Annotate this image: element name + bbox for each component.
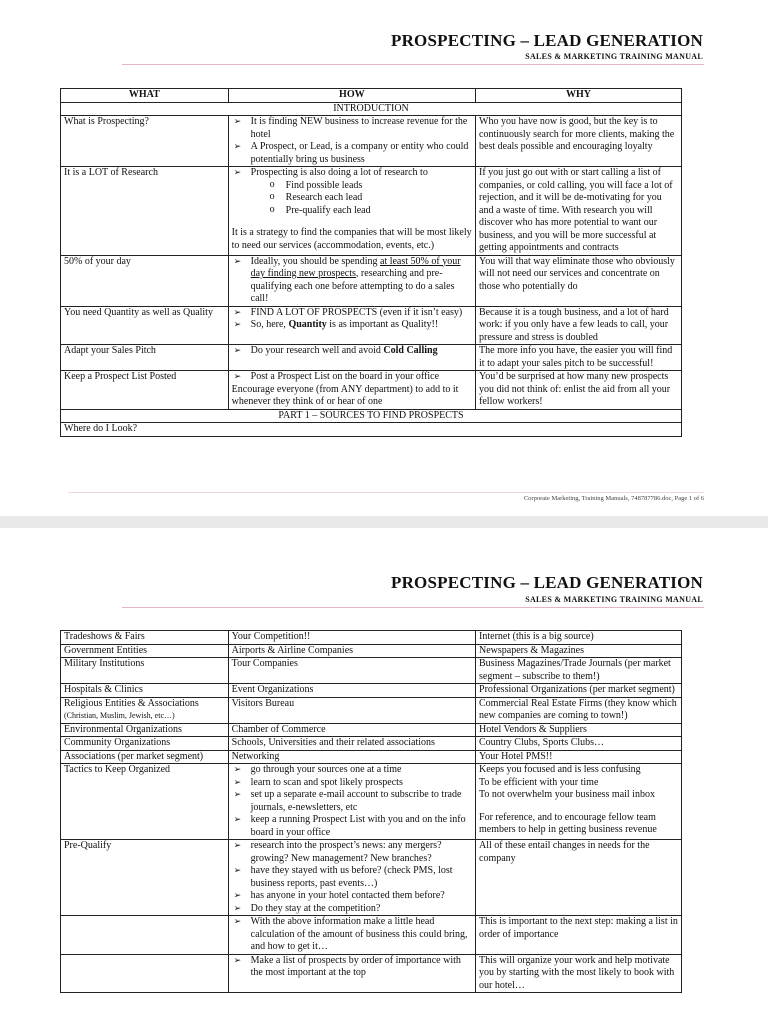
why-cell: This is important to the next step: making a list in order of importance	[476, 916, 682, 955]
how-cell	[228, 255, 475, 306]
table-row	[61, 167, 682, 256]
source-cell: Associations (per market segment)	[61, 750, 229, 764]
table-row	[61, 255, 682, 306]
how-bullet	[232, 256, 472, 306]
what-cell	[61, 916, 229, 955]
how-bullet: ➢ Post a Prospect List on the board in your office	[232, 371, 472, 384]
source-cell: Event Organizations	[228, 684, 475, 698]
why-cell: If you just go out with or start calling a list of companies, or cold calling, you will face a lot of rejection, and it will be de-motivating for you and a waste of time. With research you will discover who has more potential to want our business, and you will be more successful at getting appointments and contracts	[476, 167, 682, 256]
introduction-table	[60, 88, 682, 437]
table-row	[61, 764, 682, 840]
section-row-introduction	[61, 102, 682, 116]
table-row	[61, 306, 682, 345]
source-cell: Environmental Organizations	[61, 723, 229, 737]
source-cell: Country Clubs, Sports Clubs…	[476, 737, 682, 751]
how-bullet: ➢ It is finding NEW business to increase revenue for the hotel	[232, 116, 472, 141]
how-text: Ideally, you should be spending	[250, 255, 380, 267]
how-bullet	[232, 345, 472, 358]
table-row	[61, 723, 682, 737]
header-title: PROSPECTING – LEAD GENERATION	[391, 31, 703, 50]
column-header-row	[61, 89, 682, 103]
source-cell: Tour Companies	[228, 658, 475, 684]
column-header-what: WHAT	[61, 89, 229, 103]
header-rule	[122, 607, 704, 608]
source-note: (Christian, Muslim, Jewish, etc…)	[64, 711, 175, 720]
how-cell	[228, 167, 475, 256]
why-line: For reference, and to encourage fellow team members to help in getting business revenue	[479, 811, 657, 835]
how-text: So, here,	[250, 319, 289, 330]
how-bullet: ➢ A Prospect, or Lead, is a company or entity who could potentially bring us business	[232, 141, 472, 166]
how-bullet: ➢ set up a separate e-mail account to subscribe to trade journals, e-newsletters, etc	[232, 789, 472, 814]
how-cell	[228, 954, 475, 993]
source-cell: Internet (this is a big source)	[476, 631, 682, 645]
column-header-how: HOW	[228, 89, 475, 103]
how-bullet: ➢ Do they stay at the competition?	[232, 903, 472, 916]
how-bold-text: Cold Calling	[383, 345, 438, 356]
how-cell	[228, 916, 475, 955]
source-cell: Professional Organizations (per market segment)	[476, 684, 682, 698]
how-sub-bullet: o Research each lead	[270, 192, 472, 205]
table-row	[61, 840, 682, 916]
section-label-part1: PART 1 – SOURCES TO FIND PROSPECTS	[61, 409, 682, 423]
source-cell: Tradeshows & Fairs	[61, 631, 229, 645]
table-row	[61, 916, 682, 955]
how-cell	[228, 371, 475, 410]
table-row	[61, 644, 682, 658]
where-row	[61, 423, 682, 437]
header-subtitle: SALES & MARKETING TRAINING MANUAL	[525, 52, 703, 61]
table-row	[61, 954, 682, 993]
source-cell	[61, 697, 229, 723]
how-bullet: ➢ With the above information make a little head calculation of the amount of business this could bring, and how to get it…	[232, 916, 472, 954]
document-page-2	[0, 528, 768, 1024]
source-cell: Networking	[228, 750, 475, 764]
source-cell: Community Organizations	[61, 737, 229, 751]
source-text: Religious Entities & Associations	[64, 697, 199, 709]
table-row	[61, 631, 682, 645]
how-bullet: ➢ have they stayed with us before? (check PMS, lost business reports, past events…)	[232, 865, 472, 890]
table-row	[61, 371, 682, 410]
why-cell: Who you have now is good, but the key is to continuously search for more clients, making the best deals possible and encouraging loyalty	[476, 116, 682, 167]
what-cell	[61, 954, 229, 993]
how-cell	[228, 764, 475, 840]
table-row	[61, 116, 682, 167]
what-cell: It is a LOT of Research	[61, 167, 229, 256]
how-paragraph: It is a strategy to find the companies that will be most likely to need our services (accommodation, events, etc.)	[231, 227, 472, 251]
how-bullet	[232, 319, 472, 332]
footer-rule	[68, 492, 704, 493]
why-line: To be efficient with your time	[479, 776, 599, 788]
section-row-part1	[61, 409, 682, 423]
how-bullet: ➢ has anyone in your hotel contacted them before?	[232, 890, 472, 903]
why-line: To not overwhelm your business mail inbox	[479, 789, 655, 800]
why-cell: You’d be surprised at how many new prospects you did not think of: enlist the aid from all your fellow workers!	[476, 371, 682, 410]
what-cell: Keep a Prospect List Posted	[61, 371, 229, 410]
how-bullet: ➢ Prospecting is also doing a lot of research to	[232, 167, 472, 180]
how-bullet: ➢ learn to scan and spot likely prospects	[232, 777, 472, 790]
page-footer: Corporate Marketing, Training Manuals, 748787786.doc, Page 1 of 6	[523, 495, 704, 502]
table-row	[61, 750, 682, 764]
source-cell: Newspapers & Magazines	[476, 644, 682, 658]
header-title: PROSPECTING – LEAD GENERATION	[391, 573, 703, 592]
section-label-introduction: INTRODUCTION	[61, 102, 682, 116]
header-rule	[122, 64, 704, 65]
how-bullet: ➢ research into the prospect’s news: any mergers? growing? New management? New branches?	[232, 840, 472, 865]
how-text: is as important as Quality!!	[326, 319, 439, 330]
why-cell: The more info you have, the easier you will find it to adapt your sales pitch to be successful!	[476, 345, 682, 371]
what-cell: Adapt your Sales Pitch	[61, 345, 229, 371]
sources-table	[60, 630, 682, 993]
how-cell	[228, 840, 475, 916]
how-cell	[228, 345, 475, 371]
table-row	[61, 345, 682, 371]
source-cell: Government Entities	[61, 644, 229, 658]
source-cell: Hospitals & Clinics	[61, 684, 229, 698]
how-sub-bullet: o Find possible leads	[270, 180, 472, 193]
source-cell: Schools, Universities and their related associations	[228, 737, 475, 751]
how-cell	[228, 116, 475, 167]
what-cell: What is Prospecting?	[61, 116, 229, 167]
source-cell: Airports & Airline Companies	[228, 644, 475, 658]
how-bold-text: Quantity	[288, 319, 327, 330]
source-cell: Your Competition!!	[228, 631, 475, 645]
how-underlined-text: at least 50% of your day finding new prospects	[250, 255, 461, 279]
table-row	[61, 684, 682, 698]
how-text: , researching and pre-qualifying each one before attempting to do a sales call!	[250, 268, 455, 304]
how-bullet: ➢ keep a running Prospect List with you and on the info board in your office	[232, 814, 472, 839]
source-cell: Chamber of Commerce	[228, 723, 475, 737]
table-row	[61, 658, 682, 684]
why-cell: You will that way eliminate those who obviously will not need our services and concentrate on those who potentially do	[476, 255, 682, 306]
source-cell: Military Institutions	[61, 658, 229, 684]
where-label: Where do I Look?	[61, 423, 682, 437]
how-sub-bullet: o Pre-qualify each lead	[270, 205, 472, 218]
how-paragraph: Encourage everyone (from ANY department) to add to it whenever they think of or hear of one	[231, 383, 459, 407]
how-bullet: ➢ go through your sources one at a time	[232, 764, 472, 777]
what-cell: 50% of your day	[61, 255, 229, 306]
column-header-why: WHY	[476, 89, 682, 103]
how-cell	[228, 306, 475, 345]
how-bullet: ➢ Make a list of prospects by order of importance with the most important at the top	[232, 955, 472, 980]
source-cell: Commercial Real Estate Firms (they know which new companies are coming to town!)	[476, 697, 682, 723]
why-cell: This will organize your work and help motivate you by starting with the most likely to book with our hotel…	[476, 954, 682, 993]
header-subtitle: SALES & MARKETING TRAINING MANUAL	[525, 595, 703, 604]
why-cell: All of these entail changes in needs for the company	[476, 840, 682, 916]
source-cell: Business Magazines/Trade Journals (per market segment – subscribe to them!)	[476, 658, 682, 684]
table-row	[61, 737, 682, 751]
source-cell: Visitors Bureau	[228, 697, 475, 723]
how-bullet: ➢ FIND A LOT OF PROSPECTS (even if it isn’t easy)	[232, 307, 472, 320]
what-cell: Pre-Qualify	[61, 840, 229, 916]
source-cell: Your Hotel PMS!!	[476, 750, 682, 764]
source-cell: Hotel Vendors & Suppliers	[476, 723, 682, 737]
how-text: Do your research well and avoid	[250, 345, 384, 356]
what-cell: You need Quantity as well as Quality	[61, 306, 229, 345]
why-cell: Because it is a tough business, and a lot of hard work: if you only have a few leads to call, your pressure and stress is doubled	[476, 306, 682, 345]
why-line: Keeps you focused and is less confusing	[479, 764, 641, 775]
table-row	[61, 697, 682, 723]
what-cell: Tactics to Keep Organized	[61, 764, 229, 840]
why-cell	[476, 764, 682, 840]
